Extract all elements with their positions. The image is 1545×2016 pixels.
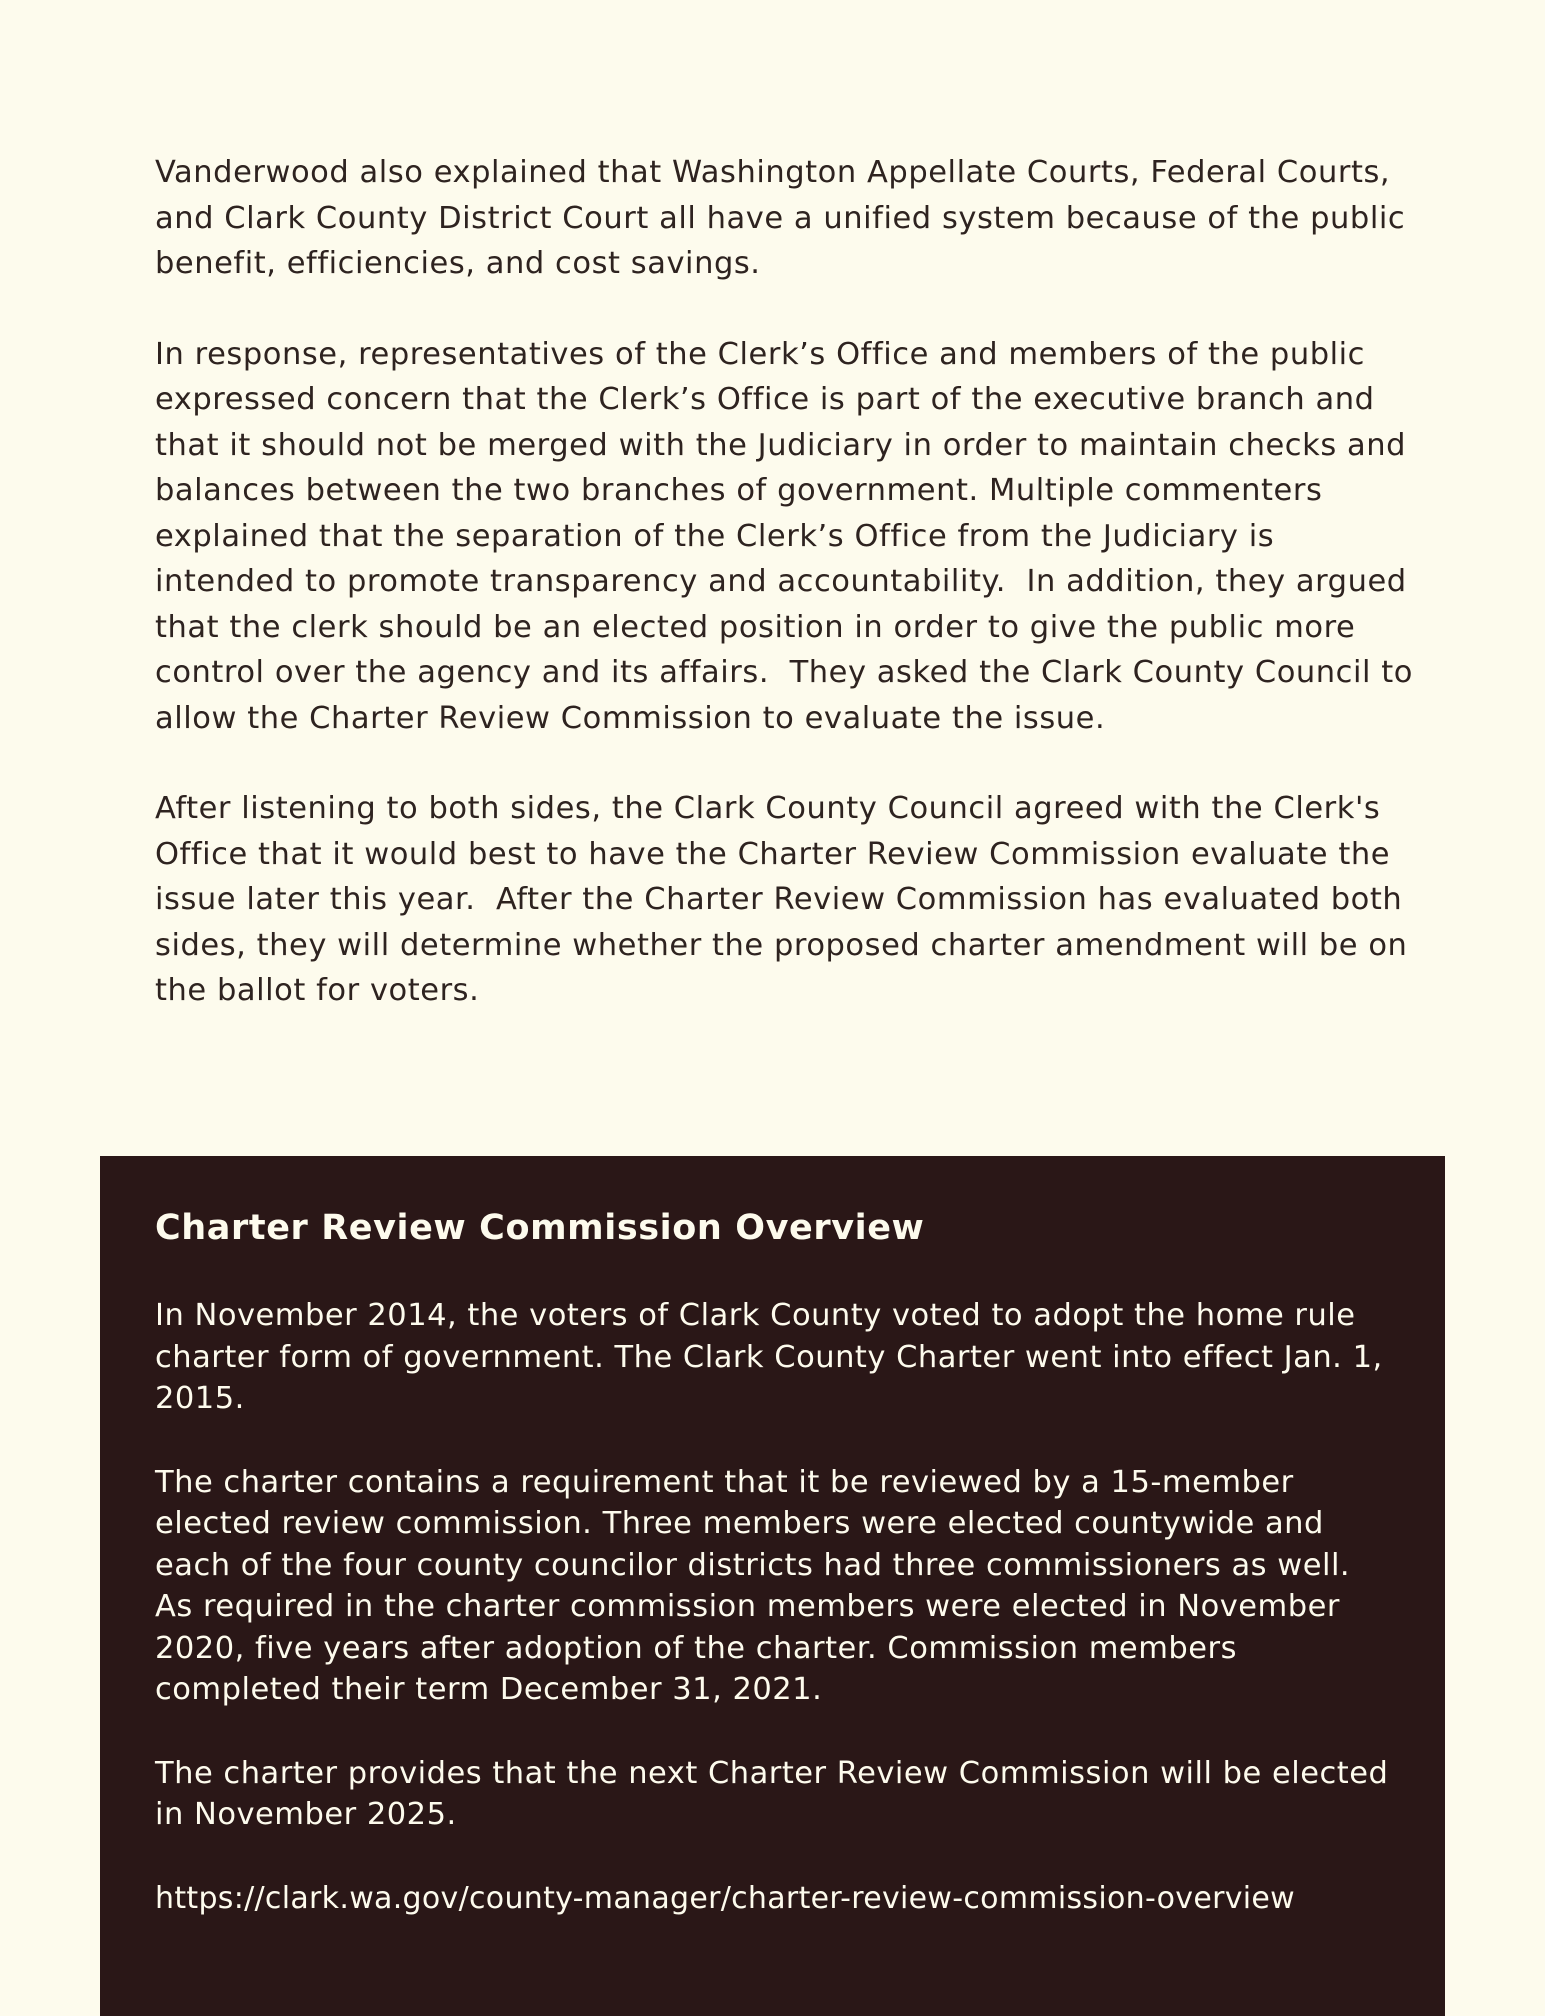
overview-paragraph-3: The charter provides that the next Charter Review Commission will be elected in November 2025. (155, 1755, 1399, 1832)
charter-overview-box (100, 1156, 1445, 2016)
overview-paragraph-2: The charter contains a requirement that it be reviewed by a 15-member elected review commission. Three members were elected countywide and each of the four county councilor districts had three commissioners as well. As required in the charter commission members were elected in November 2020, five years after adoption of the charter. Commission members completed their term December 31, 2021. (155, 1464, 1361, 1707)
overview-title: Charter Review Commission Overview (155, 1208, 925, 1248)
article-body (155, 150, 1424, 1059)
article-paragraph-1: Vanderwood also explained that Washington Appellate Courts, Federal Courts, and Clark County District Court all have a unified system because of the public benefit, efficiencies, and cost savings. (155, 155, 1416, 281)
overview-link[interactable]: https://clark.wa.gov/county-manager/charter-review-commission-overview (155, 1880, 1296, 1916)
article-paragraph-2: In response, representatives of the Clerk’s Office and members of the public expressed concern that the Clerk’s Office is part of the executive branch and that it should not be merged with the Judiciary in order to maintain checks and balances between the two branches of government. Multiple commenters explained that the separation of the Clerk’s Office from the Judiciary is intended to promote transparency and accountability. In addition, they argued that the clerk should be an elected position in order to give the public more control over the agency and its affairs. They asked the Clark County Council to allow the Charter Review Commission to evaluate the issue. (155, 336, 1424, 736)
overview-paragraph-1: In November 2014, the voters of Clark County voted to adopt the home rule charter form of government. The Clark County Charter went into effect Jan. 1, 2015. (155, 1298, 1393, 1416)
article-paragraph-3: After listening to both sides, the Clark County Council agreed with the Clerk's Office that it would best to have the Charter Review Commission evaluate the issue later this year. After the Charter Review Commission has evaluated both sides, they will determine whether the proposed charter amendment will be on the ballot for voters. (155, 791, 1418, 1008)
